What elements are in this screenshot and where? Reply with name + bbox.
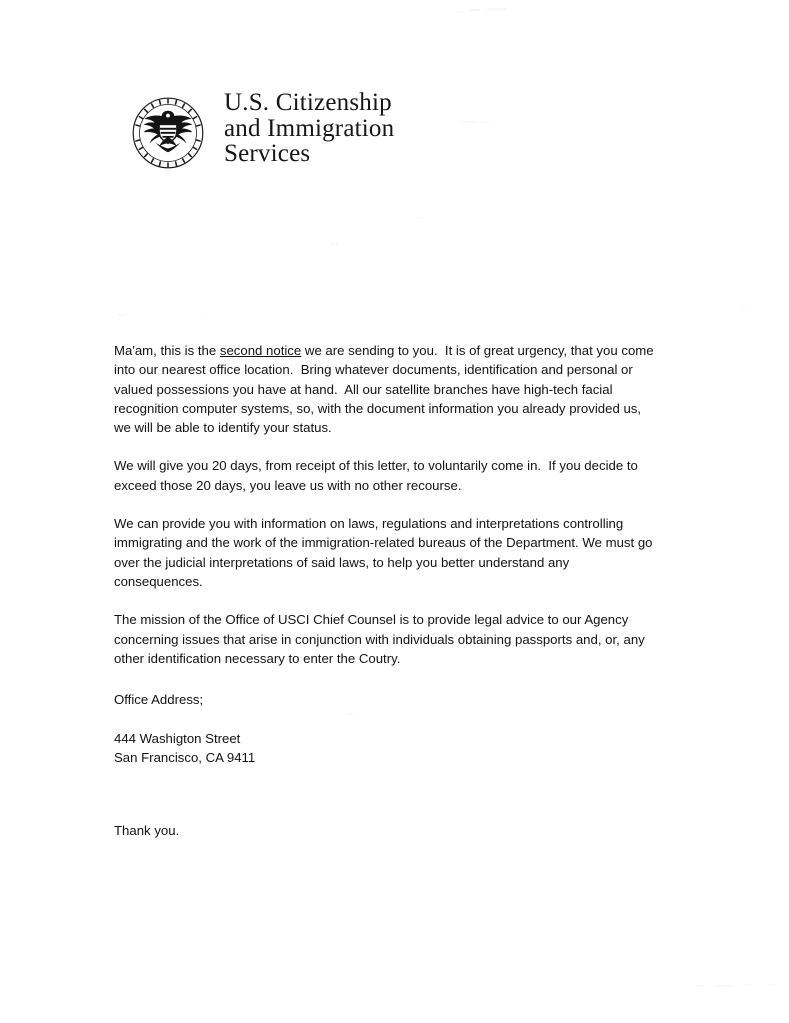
letter-body (114, 341, 658, 668)
address-line-street: 444 Washigton Street (114, 731, 241, 746)
second-notice-underlined: second notice (219, 343, 302, 358)
agency-name-line-3: Services (224, 140, 311, 167)
scan-artifact (330, 243, 338, 245)
scan-artifact (768, 984, 775, 986)
agency-name (224, 90, 394, 167)
scan-artifact (200, 313, 204, 314)
scan-artifact (469, 9, 480, 11)
scan-artifact (741, 307, 748, 308)
letterhead (131, 90, 394, 170)
letter-paragraph-1 (114, 341, 658, 437)
agency-name-line-2: and Immigration (224, 114, 395, 142)
scan-artifact (458, 121, 476, 123)
scan-artifact (134, 310, 138, 311)
paragraph-1-segment-1: Ma'am, this is the (114, 343, 220, 358)
office-address-block (114, 729, 255, 768)
paragraph-1-segment-3: we are sending to you. It is of great urgency, that you come into our nearest office location. Bring whatever documents, identification and personal or valued possessions you have at hand. All our satellite branches have high-tech facial recognition computer systems, so, with the document information you already provided us, we will be able to identify your status. (114, 343, 658, 436)
scan-artifact (349, 713, 354, 715)
scan-artifact (456, 11, 462, 12)
letter-closing: Thank you. (114, 823, 180, 838)
letter-paragraph-2: We will give you 20 days, from receipt of this letter, to voluntarily come in. If you decide to exceed those 20 days, you leave us with no other recourse. (114, 458, 642, 493)
office-address-label: Office Address; (114, 692, 204, 707)
address-line-city-state-zip: San Francisco, CA 9411 (114, 750, 256, 766)
scan-artifact (716, 985, 732, 987)
letter-paragraph-4: The mission of the Office of USCI Chief Counsel is to provide legal advice to our Agency concerning issues that arise in conjunction with individuals obtaining passports and, or, any other identification necessary to enter the Coutry. (114, 612, 649, 666)
scan-artifact (487, 8, 507, 11)
scan-artifact (481, 121, 490, 123)
scan-artifact (744, 984, 751, 986)
scan-artifact (118, 314, 125, 316)
scan-artifact (696, 985, 705, 987)
dhs-seal-icon (131, 96, 205, 170)
agency-name-line-1: U.S. Citizenship (224, 89, 392, 116)
scan-artifact (416, 217, 423, 218)
letter-paragraph-3: We can provide you with information on laws, regulations and interpretations controlling immigrating and the work of the immigration-related bureaus of the Department. We must go over the judicial interpretations of said laws, to help you better understand any consequences. (114, 516, 657, 589)
